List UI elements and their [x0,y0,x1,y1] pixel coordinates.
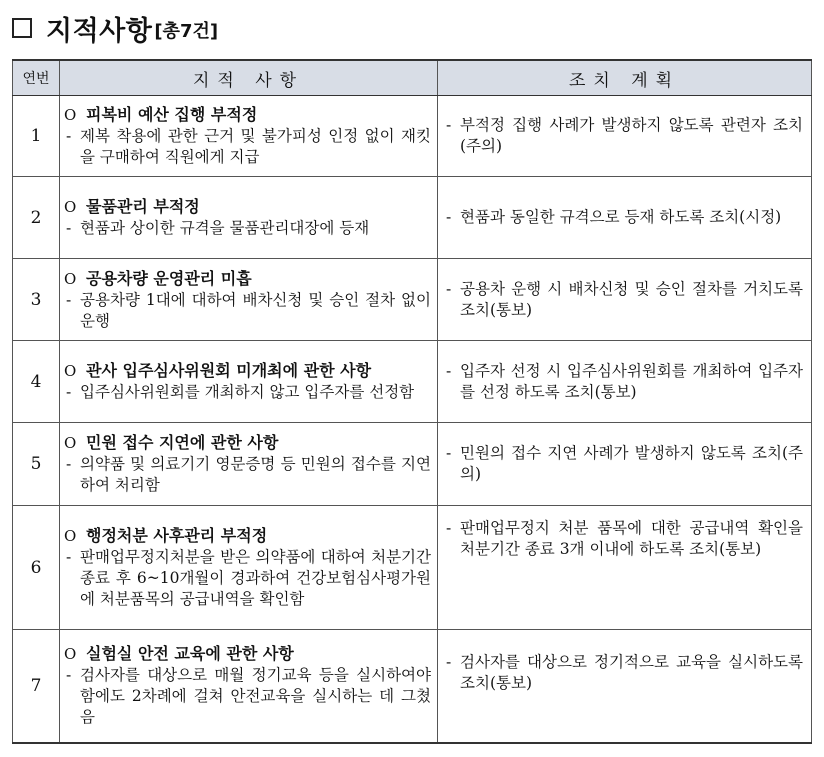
issue-detail: 판매업무정지처분을 받은 의약품에 대하여 처분기간 종료 후 6~10개월이 경과하여 건강보험심사평가원에 처분품목의 공급내역을 확인함 [80,548,431,608]
plan-cell [438,506,812,630]
title-count: [총7건] [154,21,219,42]
row-no: 4 [13,341,60,423]
header-issue: 지적 사항 [60,60,438,96]
table-row [13,177,812,259]
row-no: 2 [13,177,60,259]
plan-cell [438,423,812,506]
plan-cell [438,341,812,423]
plan-text: 현품과 동일한 규격으로 등재 하도록 조치(시정) [460,208,782,226]
plan-text: 민원의 접수 지연 사례가 발생하지 않도록 조치(주의) [460,444,803,483]
table-row [13,259,812,341]
circle-bullet-icon: O [64,362,77,380]
plan-text: 공용차 운행 시 배차신청 및 승인 절차를 거치도록 조치(통보) [460,279,803,319]
dash-bullet-icon: - [66,666,72,685]
issue-detail: 공용차량 1대에 대하여 배차신청 및 승인 절차 없이 운행 [80,290,431,330]
dash-bullet-icon: - [446,444,452,462]
dash-bullet-icon: - [446,653,452,671]
issue-heading: 물품관리 부적정 [86,197,200,216]
issue-cell [60,423,438,506]
dash-bullet-icon: - [66,127,72,145]
header-no: 연번 [13,60,60,96]
plan-cell [438,177,812,259]
dash-bullet-icon: - [66,290,72,309]
dash-bullet-icon: - [66,219,72,237]
issue-cell [60,96,438,177]
row-no: 6 [13,506,60,630]
issue-detail: 의약품 및 의료기기 영문증명 등 민원의 접수를 지연하여 처리함 [80,455,431,494]
circle-bullet-icon: O [64,198,77,216]
findings-table [12,59,812,744]
checkbox-square-icon [12,18,32,38]
issue-heading: 민원 접수 지연에 관한 사항 [86,433,279,452]
issue-heading: 공용차량 운영관리 미흡 [86,268,252,288]
issue-detail: 현품과 상이한 규격을 물품관리대장에 등재 [80,219,370,237]
issue-heading: 행정처분 사후관리 부적정 [86,526,268,545]
issue-cell [60,259,438,341]
table-row [13,630,812,743]
dash-bullet-icon: - [446,519,452,537]
table-row [13,96,812,177]
dash-bullet-icon: - [446,361,452,380]
circle-bullet-icon: O [64,434,77,452]
issue-detail: 입주심사위원회를 개최하지 않고 입주자를 선정함 [80,383,415,401]
issue-heading: 피복비 예산 집행 부적정 [86,105,258,124]
dash-bullet-icon: - [446,279,452,298]
issue-cell [60,177,438,259]
header-plan: 조치 계획 [438,60,812,96]
circle-bullet-icon: O [64,269,77,288]
row-no: 5 [13,423,60,506]
plan-cell [438,259,812,341]
dash-bullet-icon: - [446,208,452,226]
issue-heading: 실험실 안전 교육에 관한 사항 [86,644,294,664]
dash-bullet-icon: - [446,116,452,134]
circle-bullet-icon: O [64,645,77,664]
dash-bullet-icon: - [66,455,72,473]
row-no: 1 [13,96,60,177]
plan-text: 부적정 집행 사례가 발생하지 않도록 관련자 조치(주의) [460,116,803,155]
table-row [13,506,812,630]
issue-detail: 검사자를 대상으로 매월 정기교육 등을 실시하여야 함에도 2차례에 걸쳐 안전교육을 실시하는 데 그쳤음 [80,666,431,727]
table-row [13,423,812,506]
plan-text: 검사자를 대상으로 정기적으로 교육을 실시하도록 조치(통보) [460,653,803,692]
title-text: 지적사항 [46,15,153,47]
plan-text: 입주자 선정 시 입주심사위원회를 개최하여 입주자를 선정 하도록 조치(통보) [460,361,803,401]
table-row [13,341,812,423]
issue-cell [60,506,438,630]
issue-heading: 관사 입주심사위원회 미개최에 관한 사항 [86,361,372,380]
issue-cell [60,341,438,423]
plan-cell [438,96,812,177]
plan-cell [438,630,812,743]
table-header-row [13,60,812,96]
circle-bullet-icon: O [64,527,77,545]
dash-bullet-icon: - [66,548,72,566]
circle-bullet-icon: O [64,106,77,124]
issue-cell [60,630,438,743]
row-no: 3 [13,259,60,341]
issue-detail: 제복 착용에 관한 근거 및 불가피성 인정 없이 재킷을 구매하여 직원에게 지급 [80,127,431,166]
plan-text: 판매업무정지 처분 품목에 대한 공급내역 확인을 처분기간 종료 3개 이내에 하도록 조치(통보) [460,519,803,558]
section-title [12,8,218,48]
dash-bullet-icon: - [66,383,72,401]
row-no: 7 [13,630,60,743]
